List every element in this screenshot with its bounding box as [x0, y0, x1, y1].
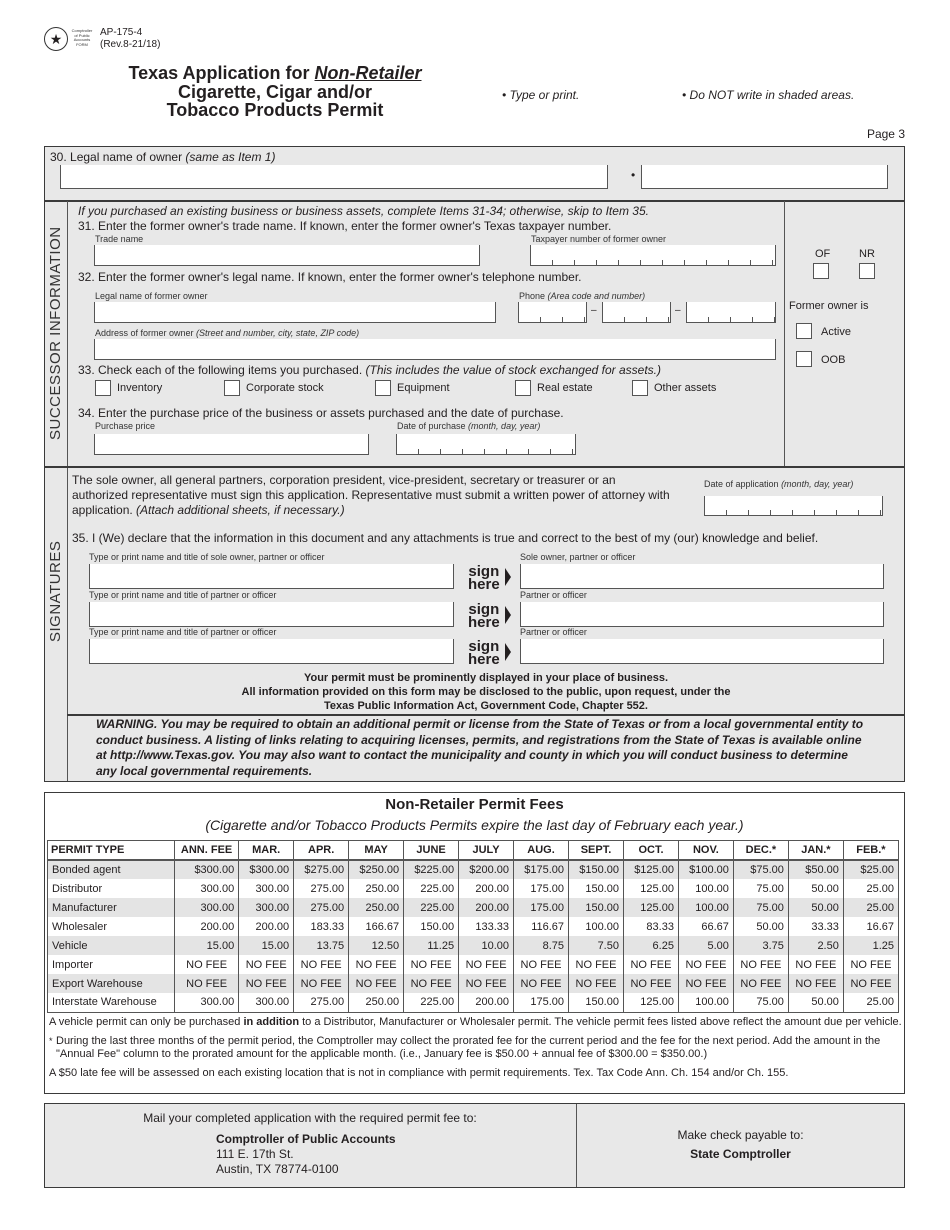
- fee-cell: NO FEE: [459, 955, 514, 974]
- fee-cell: NO FEE: [239, 974, 294, 993]
- column-header: PERMIT TYPE: [48, 841, 175, 861]
- fee-cell: NO FEE: [788, 974, 843, 993]
- fee-cell: 5.00: [678, 936, 733, 955]
- fee-cell: 75.00: [733, 879, 788, 898]
- fee-cell: 200.00: [459, 898, 514, 917]
- fee-cell: 150.00: [569, 898, 624, 917]
- fee-cell: 125.00: [623, 879, 678, 898]
- fee-cell: 300.00: [239, 879, 294, 898]
- fee-cell: NO FEE: [623, 974, 678, 993]
- phone-dash: –: [675, 305, 681, 316]
- purchase-price-field[interactable]: [94, 434, 369, 455]
- sign-here-arrow-icon: [505, 643, 511, 661]
- column-header: JUNE: [404, 841, 459, 861]
- mail-address: Comptroller of Public Accounts 111 E. 17th St. Austin, TX 78774-0100: [216, 1132, 396, 1176]
- legal-name-of-owner-field[interactable]: [60, 165, 608, 189]
- column-header: JAN.*: [788, 841, 843, 861]
- former-owner-is-label: Former owner is: [789, 300, 869, 312]
- fee-cell: NO FEE: [294, 955, 349, 974]
- fee-cell: $50.00: [788, 860, 843, 879]
- item31-label: 31. Enter the former owner's trade name. If known, enter the former owner's Texas taxpayer number.: [78, 219, 612, 233]
- fee-cell: 300.00: [175, 879, 239, 898]
- side-column-divider: [784, 201, 785, 466]
- fee-cell: 2.50: [788, 936, 843, 955]
- table-row: [48, 974, 899, 993]
- fee-cell: NO FEE: [843, 974, 898, 993]
- phone-number-field[interactable]: [686, 302, 776, 323]
- fee-cell: 175.00: [514, 898, 569, 917]
- permit-type-cell: Interstate Warehouse: [48, 993, 175, 1012]
- former-owner-legal-name-label: Legal name of former owner: [95, 291, 208, 301]
- fee-cell: NO FEE: [733, 974, 788, 993]
- late-fee-note: A $50 late fee will be assessed on each existing location that is not in compliance with permit requirements. Tex. Tax Code Ann. Ch. 154 and/or Ch. 155.: [49, 1067, 789, 1079]
- item34-label: 34. Enter the purchase price of the business or assets purchased and the date of purchase.: [78, 406, 564, 420]
- signer-name-field-3[interactable]: [89, 639, 454, 664]
- permit-type-cell: Importer: [48, 955, 175, 974]
- fee-cell: 225.00: [404, 879, 459, 898]
- fee-cell: 175.00: [514, 993, 569, 1012]
- fee-cell: 150.00: [404, 917, 459, 936]
- table-row: [48, 936, 899, 955]
- fee-cell: $300.00: [175, 860, 239, 879]
- fee-cell: 12.50: [349, 936, 404, 955]
- fee-cell: NO FEE: [349, 955, 404, 974]
- fee-cell: 8.75: [514, 936, 569, 955]
- fee-cell: 50.00: [788, 879, 843, 898]
- column-header: APR.: [294, 841, 349, 861]
- table-row: [48, 917, 899, 936]
- sign-here-arrow-icon: [505, 568, 511, 586]
- fee-cell: NO FEE: [404, 974, 459, 993]
- instruction-shaded-areas: • Do NOT write in shaded areas.: [682, 88, 855, 102]
- fee-cell: 150.00: [569, 879, 624, 898]
- phone-dash: –: [591, 305, 597, 316]
- fee-cell: 15.00: [239, 936, 294, 955]
- active-checkbox[interactable]: [796, 323, 812, 339]
- fee-cell: 250.00: [349, 898, 404, 917]
- real-estate-checkbox[interactable]: [515, 380, 531, 396]
- phone-prefix-field[interactable]: [602, 302, 671, 323]
- fee-cell: 175.00: [514, 879, 569, 898]
- former-owner-address-label: Address of former owner (Street and number, city, state, ZIP code): [95, 328, 360, 338]
- date-of-application-field[interactable]: [704, 496, 883, 516]
- fee-cell: $100.00: [678, 860, 733, 879]
- vehicle-permit-note: A vehicle permit can only be purchased in addition to a Distributor, Manufacturer or Wholesaler permit. The vehicle permit fees listed above reflect the amount due per vehicle.: [49, 1016, 902, 1028]
- fee-cell: $150.00: [569, 860, 624, 879]
- divider: [44, 466, 905, 468]
- table-row: [48, 955, 899, 974]
- fee-cell: 15.00: [175, 936, 239, 955]
- fee-cell: $75.00: [733, 860, 788, 879]
- display-notice: Your permit must be prominently displayed in your place of business. All information provided on this form may be disclosed to the public, upon request, under the Texas Public Information Act, Government Code, Chapter 552.: [241, 672, 731, 712]
- fee-cell: 125.00: [623, 898, 678, 917]
- fee-cell: 200.00: [459, 993, 514, 1012]
- instruction-type-or-print: • Type or print.: [502, 88, 580, 102]
- item33-label: 33. Check each of the following items you purchased. (This includes the value of stock exchanged for assets.): [78, 363, 661, 377]
- fee-cell: 50.00: [733, 917, 788, 936]
- date-of-purchase-field[interactable]: [396, 434, 576, 455]
- fees-subtitle: (Cigarette and/or Tobacco Products Permits expire the last day of February each year.): [205, 817, 744, 833]
- column-header: SEPT.: [569, 841, 624, 861]
- other-assets-checkbox[interactable]: [632, 380, 648, 396]
- signer-name-label: Type or print name and title of partner or officer: [89, 627, 277, 637]
- fee-cell: 275.00: [294, 879, 349, 898]
- other-assets-label: Other assets: [654, 382, 717, 394]
- permit-fees-table: [47, 840, 899, 1013]
- signatures-tab: SIGNATURES: [47, 540, 64, 642]
- item30-label: 30. Legal name of owner (same as Item 1): [50, 150, 276, 164]
- trade-name-label: Trade name: [95, 234, 144, 244]
- fee-cell: NO FEE: [459, 974, 514, 993]
- fee-cell: NO FEE: [569, 955, 624, 974]
- fee-cell: 100.00: [678, 993, 733, 1012]
- fee-cell: NO FEE: [404, 955, 459, 974]
- phone-area-code-field[interactable]: [518, 302, 587, 323]
- fee-cell: NO FEE: [623, 955, 678, 974]
- fees-title: Non-Retailer Permit Fees: [385, 796, 564, 813]
- sign-here-marker: sign here: [468, 563, 500, 593]
- fee-cell: $125.00: [623, 860, 678, 879]
- fee-cell: NO FEE: [239, 955, 294, 974]
- fee-cell: 50.00: [788, 993, 843, 1012]
- column-header: ANN. FEE: [175, 841, 239, 861]
- fee-cell: 225.00: [404, 898, 459, 917]
- fee-cell: $225.00: [404, 860, 459, 879]
- signature-label: Partner or officer: [520, 590, 587, 600]
- trade-name-field[interactable]: [94, 245, 480, 266]
- divider: [67, 714, 905, 716]
- fee-cell: 83.33: [623, 917, 678, 936]
- fee-cell: 16.67: [843, 917, 898, 936]
- inventory-label: Inventory: [117, 382, 163, 394]
- fee-cell: 25.00: [843, 879, 898, 898]
- fee-cell: 225.00: [404, 993, 459, 1012]
- sign-here-marker: sign here: [468, 601, 500, 631]
- fee-cell: 125.00: [623, 993, 678, 1012]
- fee-cell: NO FEE: [733, 955, 788, 974]
- fee-cell: 100.00: [569, 917, 624, 936]
- fee-cell: 10.00: [459, 936, 514, 955]
- fee-cell: 200.00: [459, 879, 514, 898]
- signature-label: Partner or officer: [520, 627, 587, 637]
- fee-cell: 116.67: [514, 917, 569, 936]
- fee-cell: 100.00: [678, 879, 733, 898]
- fee-cell: $175.00: [514, 860, 569, 879]
- permit-type-cell: Bonded agent: [48, 860, 175, 879]
- fee-cell: 1.25: [843, 936, 898, 955]
- column-header: DEC.*: [733, 841, 788, 861]
- payable-to: Make check payable to: State Comptroller: [677, 1128, 804, 1161]
- fee-cell: 133.33: [459, 917, 514, 936]
- fee-cell: 275.00: [294, 993, 349, 1012]
- signature-field-3[interactable]: [520, 639, 884, 664]
- fee-cell: 150.00: [569, 993, 624, 1012]
- fee-cell: $250.00: [349, 860, 404, 879]
- column-header: MAY: [349, 841, 404, 861]
- fee-cell: 183.33: [294, 917, 349, 936]
- fee-cell: 100.00: [678, 898, 733, 917]
- permit-type-cell: Manufacturer: [48, 898, 175, 917]
- signature-field-1[interactable]: [520, 564, 884, 589]
- successor-intro: If you purchased an existing business or business assets, complete Items 31-34; otherwise, skip to Item 35.: [78, 204, 649, 218]
- of-checkbox[interactable]: [813, 263, 829, 279]
- fee-cell: 300.00: [239, 898, 294, 917]
- permit-type-cell: Distributor: [48, 879, 175, 898]
- real-estate-label: Real estate: [537, 382, 593, 394]
- fee-cell: 3.75: [733, 936, 788, 955]
- fee-cell: 6.25: [623, 936, 678, 955]
- fee-cell: $25.00: [843, 860, 898, 879]
- fee-cell: NO FEE: [843, 955, 898, 974]
- nr-checkbox[interactable]: [859, 263, 875, 279]
- sign-here-arrow-icon: [505, 606, 511, 624]
- page-title: Texas Application for Non-Retailer Cigarette, Cigar and/or Tobacco Products Permit: [128, 63, 422, 120]
- date-of-application-label: Date of application (month, day, year): [704, 479, 854, 489]
- signatures-intro: The sole owner, all general partners, corporation president, vice-president, secretary or treasurer or an authorized representative must sign this application. Representative must submit a written power of attorney with application. (Attach additional sheets, if necessary.): [72, 473, 670, 517]
- fee-cell: $300.00: [239, 860, 294, 879]
- signature-label: Sole owner, partner or officer: [520, 552, 636, 562]
- column-header: AUG.: [514, 841, 569, 861]
- fee-cell: 250.00: [349, 879, 404, 898]
- divider: [44, 200, 905, 202]
- fee-cell: NO FEE: [175, 955, 239, 974]
- corporate-stock-checkbox[interactable]: [224, 380, 240, 396]
- fee-cell: 250.00: [349, 993, 404, 1012]
- former-owner-address-field[interactable]: [94, 339, 776, 360]
- fee-cell: 7.50: [569, 936, 624, 955]
- fee-cell: NO FEE: [175, 974, 239, 993]
- taxpayer-number-field[interactable]: [530, 245, 776, 266]
- date-of-purchase-label: Date of purchase (month, day, year): [397, 421, 541, 431]
- fee-cell: 75.00: [733, 993, 788, 1012]
- sign-here-marker: sign here: [468, 638, 500, 668]
- signer-name-field-1[interactable]: [89, 564, 454, 589]
- table-header-row: [48, 841, 899, 861]
- column-header: JULY: [459, 841, 514, 861]
- fee-cell: NO FEE: [514, 974, 569, 993]
- column-header: NOV.: [678, 841, 733, 861]
- of-label: OF: [815, 248, 831, 260]
- corporate-stock-label: Corporate stock: [246, 382, 324, 394]
- fee-cell: $200.00: [459, 860, 514, 879]
- fee-cell: 275.00: [294, 898, 349, 917]
- fee-cell: 75.00: [733, 898, 788, 917]
- signer-name-label: Type or print name and title of sole owner, partner or officer: [89, 552, 325, 562]
- successor-information-tab: SUCCESSOR INFORMATION: [47, 226, 64, 441]
- page-number: Page 3: [866, 127, 905, 141]
- purchase-price-label: Purchase price: [95, 421, 156, 431]
- nr-label: NR: [859, 248, 875, 260]
- fee-cell: 66.67: [678, 917, 733, 936]
- fee-cell: NO FEE: [514, 955, 569, 974]
- fee-cell: 200.00: [175, 917, 239, 936]
- fee-cell: 25.00: [843, 898, 898, 917]
- fee-cell: NO FEE: [294, 974, 349, 993]
- equipment-checkbox[interactable]: [375, 380, 391, 396]
- former-owner-legal-name-field[interactable]: [94, 302, 496, 323]
- fee-cell: NO FEE: [678, 955, 733, 974]
- table-row: [48, 898, 899, 917]
- warning-text: WARNING. You may be required to obtain an additional permit or license from the State of Texas or from a local governmental entity to conduct business. A listing of links relating to acquiring licenses, permits, and registrations from the State of Texas is available online at http://www.Texas.gov. You may also want to contact the municipality and county in which you will conduct business to determine any local governmental requirements.: [96, 717, 864, 778]
- equipment-label: Equipment: [397, 382, 450, 394]
- prorate-note: * During the last three months of the permit period, the Comptroller may collect the prorated fee for the current period and the fee for the next period. Add the amount in the "Annual Fee" column to the prorated amount for the applicable month. (i.e., January fee is $50.00 + annual fee of $300.00 = $350.00.): [49, 1035, 881, 1060]
- active-label: Active: [821, 326, 851, 338]
- fee-cell: 300.00: [239, 993, 294, 1012]
- mail-intro: Mail your completed application with the required permit fee to:: [143, 1111, 477, 1125]
- form-number: AP-175-4 (Rev.8-21/18): [100, 27, 161, 50]
- table-row: [48, 860, 899, 879]
- permit-type-cell: Wholesaler: [48, 917, 175, 936]
- column-header: MAR.: [239, 841, 294, 861]
- table-row: [48, 879, 899, 898]
- table-row: [48, 993, 899, 1012]
- fee-cell: 200.00: [239, 917, 294, 936]
- signer-name-label: Type or print name and title of partner or officer: [89, 590, 277, 600]
- fee-cell: 166.67: [349, 917, 404, 936]
- fee-cell: $275.00: [294, 860, 349, 879]
- item35-declaration: 35. I (We) declare that the information in this document and any attachments is true and correct to the best of my (our) knowledge and belief.: [72, 531, 819, 545]
- signature-field-2[interactable]: [520, 602, 884, 627]
- bullet-separator: •: [631, 168, 636, 182]
- column-header: OCT.: [623, 841, 678, 861]
- fee-cell: 25.00: [843, 993, 898, 1012]
- fee-cell: 300.00: [175, 993, 239, 1012]
- permit-type-cell: Export Warehouse: [48, 974, 175, 993]
- oob-label: OOB: [821, 354, 846, 366]
- fee-cell: NO FEE: [788, 955, 843, 974]
- fee-cell: NO FEE: [569, 974, 624, 993]
- permit-type-cell: Vehicle: [48, 936, 175, 955]
- signer-name-field-2[interactable]: [89, 602, 454, 627]
- owner-secondary-field[interactable]: [641, 165, 888, 189]
- oob-checkbox[interactable]: [796, 351, 812, 367]
- comptroller-logo-text: Comptroller of Public Accounts FORM: [71, 28, 93, 47]
- fee-cell: 33.33: [788, 917, 843, 936]
- fee-cell: NO FEE: [349, 974, 404, 993]
- fee-cell: 11.25: [404, 936, 459, 955]
- fee-cell: 50.00: [788, 898, 843, 917]
- fee-cell: 300.00: [175, 898, 239, 917]
- taxpayer-number-label: Taxpayer number of former owner: [531, 234, 667, 244]
- column-header: FEB.*: [843, 841, 898, 861]
- fee-cell: NO FEE: [678, 974, 733, 993]
- texas-star-seal-icon: ★: [44, 27, 68, 51]
- item32-label: 32. Enter the former owner's legal name. If known, enter the former owner's telephone number.: [78, 270, 582, 284]
- phone-label: Phone (Area code and number): [519, 291, 646, 301]
- fee-cell: 13.75: [294, 936, 349, 955]
- inventory-checkbox[interactable]: [95, 380, 111, 396]
